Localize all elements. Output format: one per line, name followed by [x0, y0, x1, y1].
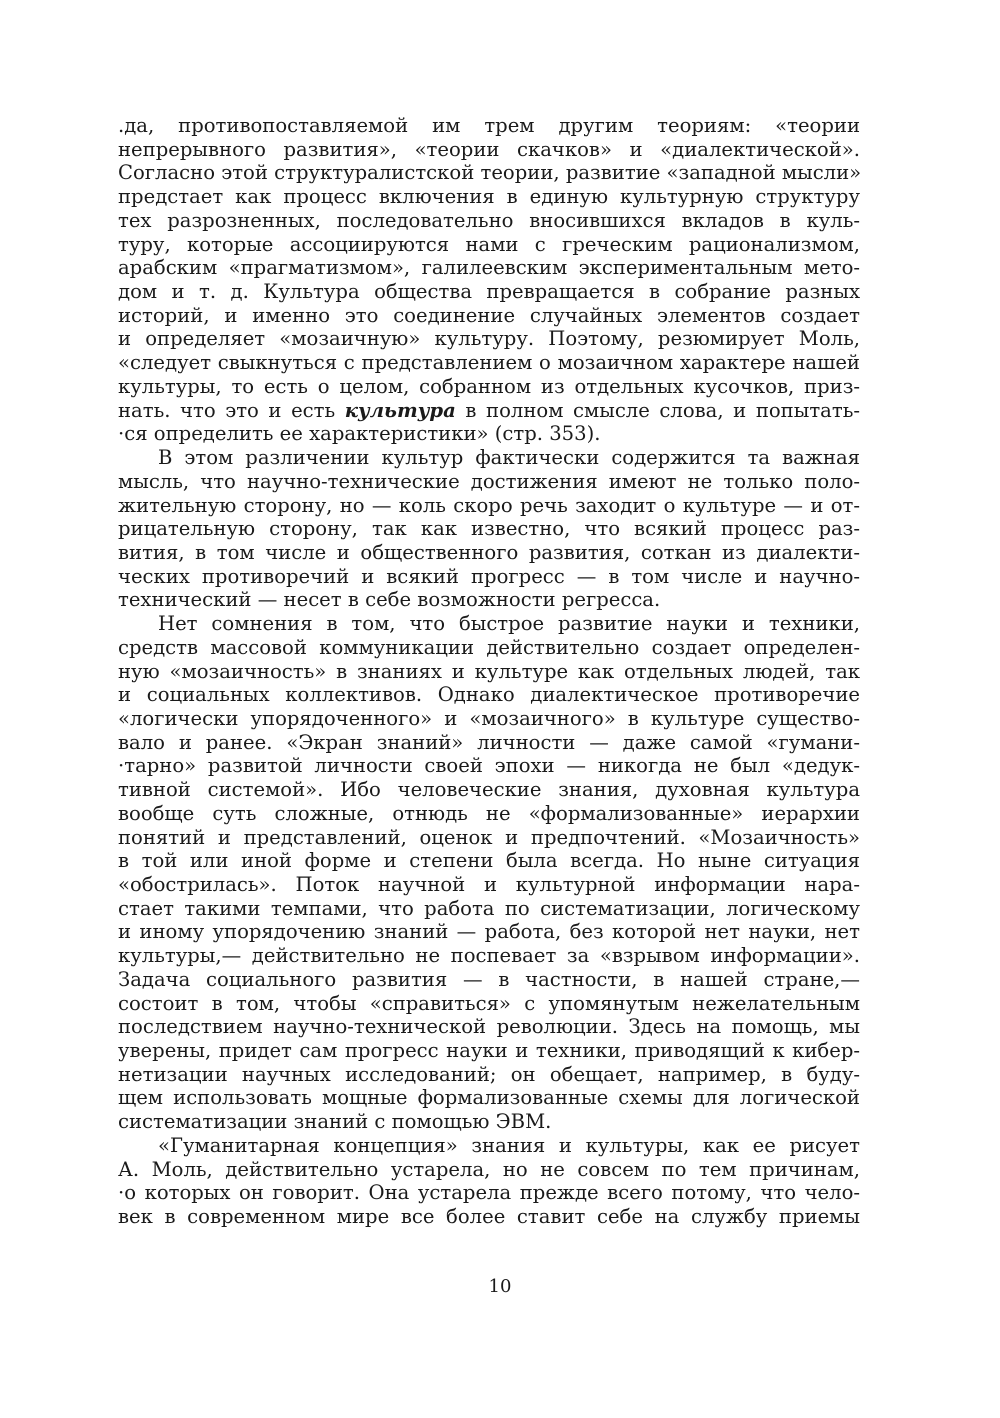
text-line: технический — несет в себе возможности регресса. [118, 588, 661, 612]
text-line: век в современном мире все более ставит себе на службу приемы [118, 1205, 860, 1229]
text-line: .да, противопоставляемой им трем другим теориям: «теории [118, 114, 860, 137]
text-line: «обострилась». Поток научной и культурной информации нара- [118, 873, 860, 896]
text-line: ную «мозаичность» в знаниях и культуре как отдельных людей, так [118, 659, 860, 683]
text-line: дом и т. д. Культура общества превращается в собрание разных [118, 280, 860, 304]
paragraph-2 [118, 446, 860, 612]
text-line: последствием научно-технической революции. Здесь на помощь, мы [118, 1015, 860, 1039]
text-line: арабским «прагматизмом», галилеевским экспериментальным мето- [118, 256, 860, 280]
text-line: вало и ранее. «Экран знаний» личности — даже самой «гумани- [118, 730, 860, 754]
text-line: жительную сторону, но — коль скоро речь заходит о культуре — и от- [118, 493, 860, 517]
text-line: предстает как процесс включения в единую культурную структуру [118, 185, 860, 209]
text-line: туру, которые ассоциируются нами с греческим рационализмом, [118, 232, 860, 256]
text-line: стает такими темпами, что работа по систематизации, логическому [118, 896, 860, 920]
text-line: «следует свыкнуться с представлением о мозаичном характере нашей [118, 351, 860, 375]
text-line: вообще суть сложные, отнюдь не «формализованные» иерархии [118, 801, 860, 825]
text-line: ·о которых он говорит. Она устарела прежде всего потому, что чело- [118, 1181, 860, 1205]
text-line: систематизации знаний с помощью ЭВМ. [118, 1110, 552, 1134]
page-body [118, 114, 860, 1229]
text-line: и определяет «мозаичную» культуру. Поэтому, резюмирует Моль, [118, 327, 860, 351]
text-line: ческих противоречий и всякий прогресс — в том числе и научно- [118, 564, 860, 588]
text-line: и иному упорядочению знаний — работа, без которой нет науки, нет [118, 920, 860, 944]
text-line: и социальных коллективов. Однако диалектическое противоречие [118, 683, 860, 707]
paragraph-4 [118, 1134, 860, 1229]
text-line: в той или иной форме и степени была всегда. Но ныне ситуация [118, 849, 860, 873]
emphasized-word: культура [344, 398, 456, 422]
text-line: тивной системой». Ибо человеческие знания, духовная культура [118, 778, 860, 802]
text-line: ·тарно» развитой личности своей эпохи — никогда не был «дедук- [118, 754, 860, 778]
paragraph-1 [118, 114, 860, 446]
text-line: культуры, то есть о целом, собранном из отдельных кусочков, приз- [118, 374, 860, 398]
page-number: 10 [488, 1276, 512, 1297]
text-line: «логически упорядоченного» и «мозаичного» в культуре существо- [118, 706, 860, 730]
text-line: непрерывного развития», «теории скачков» и «диалектической». [118, 137, 860, 161]
text-line: А. Моль, действительно устарела, но не совсем по тем причинам, [118, 1157, 860, 1181]
paragraph-3 [118, 612, 860, 1134]
text-line: Задача социального развития — в частности, в нашей стране,— [118, 967, 860, 991]
text-line: средств массовой коммуникации действительно создает определен- [118, 635, 860, 659]
text-line: тех разрозненных, последовательно вносившихся вкладов в куль- [118, 208, 860, 232]
text-line: щем использовать мощные формализованные схемы для логической [118, 1086, 860, 1110]
text-line: Согласно этой структуралистской теории, развитие «западной мысли» [118, 161, 862, 185]
text-line: ·ся определить ее характеристики» (стр. 353). [118, 422, 601, 446]
text-line: В этом различении культур фактически содержится та важная [158, 446, 860, 470]
text-line: рицательную сторону, так как известно, что всякий процесс раз- [118, 517, 860, 541]
text-line: понятий и представлений, оценок и предпочтений. «Мозаичность» [118, 825, 860, 849]
text-line: «Гуманитарная концепция» знания и культуры, как ее рисует [158, 1133, 860, 1157]
text-line: культуры,— действительно не поспевает за «взрывом информации». [118, 944, 860, 968]
text-line: историй, и именно это соединение случайных элементов создает [118, 303, 860, 327]
text-line: мысль, что научно-технические достижения имеют не только поло- [118, 469, 860, 493]
text-line: нетизации научных исследований; он обещает, например, в буду- [118, 1062, 860, 1086]
text-line: уверены, придет сам прогресс науки и техники, приводящий к кибер- [118, 1039, 860, 1063]
text-line: вития, в том числе и общественного развития, соткан из диалекти- [118, 540, 860, 564]
text-line: состоит в том, чтобы «справиться» с упомянутым нежелательным [118, 991, 860, 1015]
text-line: Нет сомнения в том, что быстрое развитие науки и техники, [158, 612, 860, 636]
text-line-with-emphasis: нать. что это и есть культура в полном смысле слова, и попытать- [118, 398, 860, 422]
